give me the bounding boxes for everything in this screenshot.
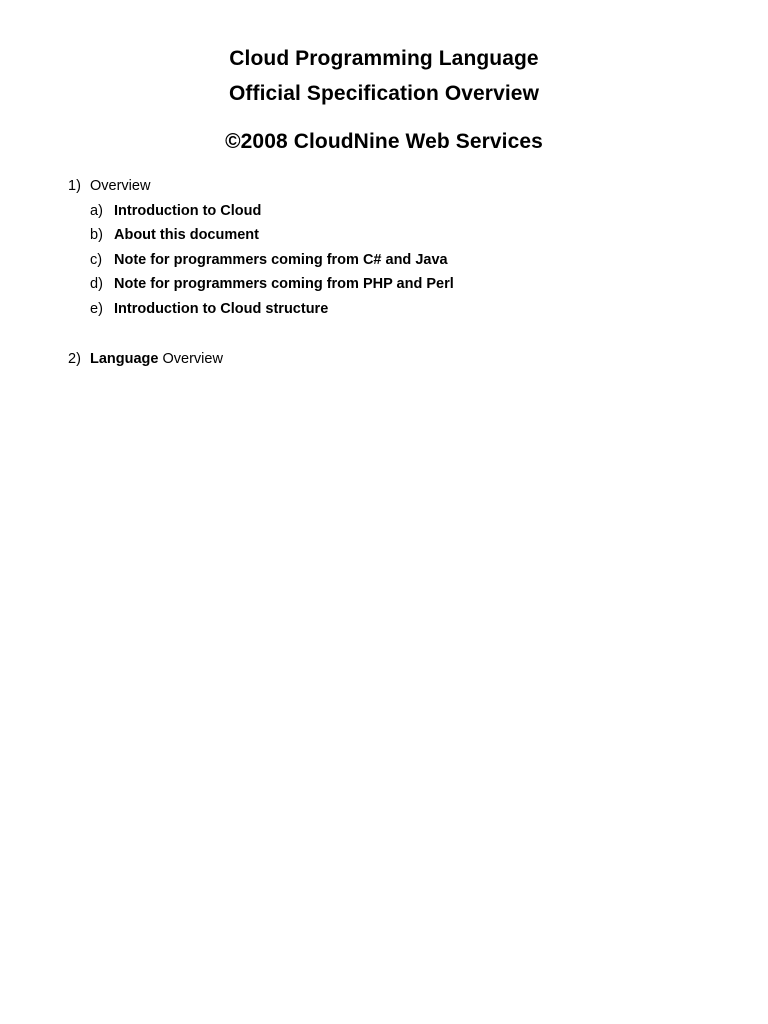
document-subtitle: Official Specification Overview <box>228 82 540 105</box>
toc-item-label: Introduction to Cloud <box>114 203 262 219</box>
toc-item <box>90 300 328 318</box>
toc-section-label: Overview <box>90 178 151 194</box>
document-copyright: ©2008 CloudNine Web Services <box>225 130 543 153</box>
toc-section-number: 1) <box>68 178 81 194</box>
toc-item-marker: d) <box>90 276 103 292</box>
document-title: Cloud Programming Language <box>229 47 539 70</box>
toc-section-label-rest: Overview <box>158 351 223 367</box>
toc-item-marker: e) <box>90 301 103 317</box>
toc-item-marker: b) <box>90 227 103 243</box>
toc-item-label: Introduction to Cloud structure <box>114 301 329 317</box>
toc-item-label: Note for programmers coming from PHP and Perl <box>114 276 454 292</box>
toc-section-number: 2) <box>68 351 81 367</box>
toc-item-marker: a) <box>90 203 103 219</box>
toc-item-label: About this document <box>114 227 259 243</box>
toc-item <box>90 275 454 293</box>
toc-item-label: Note for programmers coming from C# and Java <box>114 252 448 268</box>
toc-section-label-bold: Language <box>90 351 159 367</box>
toc-item <box>90 251 448 269</box>
toc-item-marker: c) <box>90 252 103 268</box>
toc-item <box>90 226 259 244</box>
toc-item <box>90 202 261 220</box>
toc-section-language-overview <box>68 350 223 368</box>
toc-section-overview <box>68 177 150 195</box>
